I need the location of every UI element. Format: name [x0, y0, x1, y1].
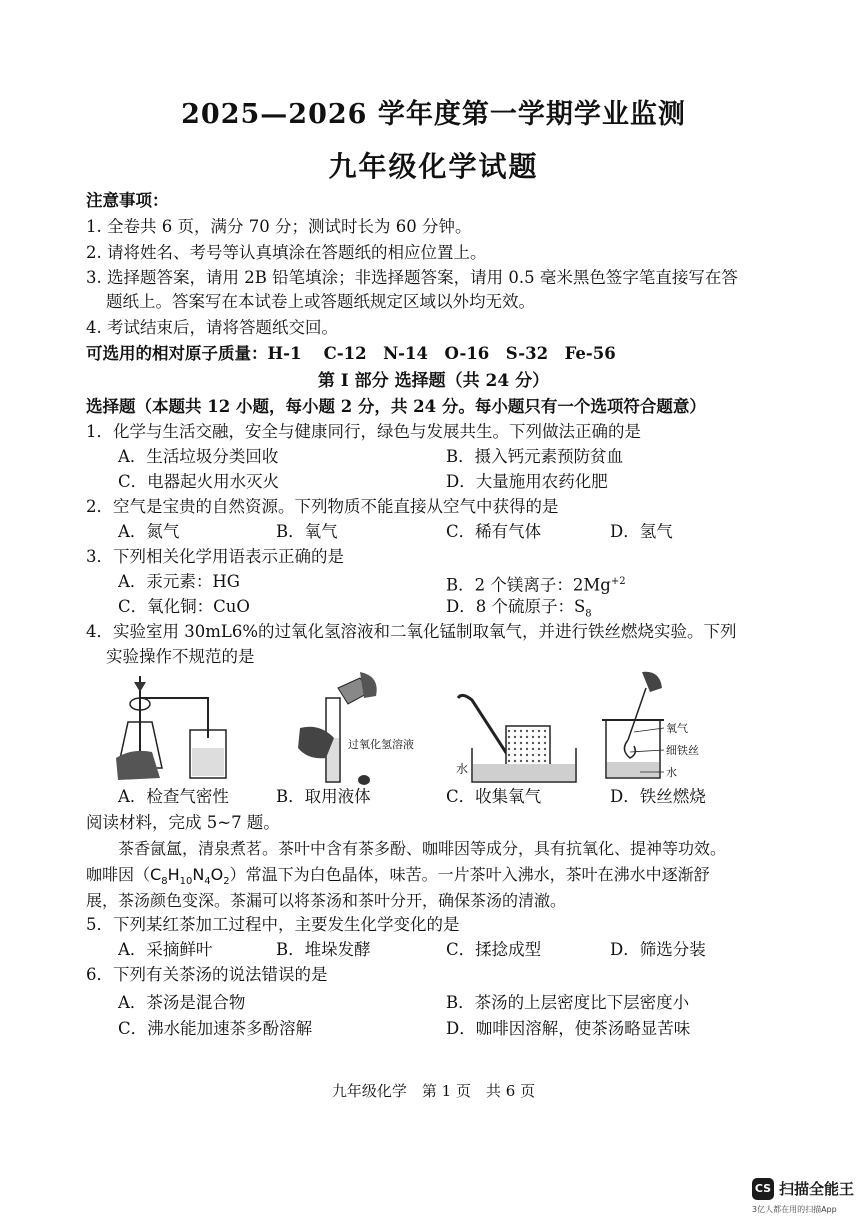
question-stem: 6．下列有关茶汤的说法错误的是 [86, 965, 328, 984]
figure-label: 水 [456, 762, 469, 776]
reading-paragraph: 茶香氤氲，清泉煮茗。茶叶中含有茶多酚、咖啡因等成分，具有抗氧化、提神等功效。 [118, 839, 727, 858]
notice-heading: 注意事项： [86, 191, 169, 210]
notice-item: 4. 考试结束后，请将答题纸交回。 [86, 318, 338, 337]
watermark-tagline: 3亿人都在用的扫描App [752, 1205, 837, 1214]
option-c: C．沸水能加速茶多酚溶解 [118, 1019, 313, 1038]
notice-item: 题纸上。答案写在本试卷上或答题纸规定区域以外均无效。 [106, 292, 535, 311]
exam-title: 2025—2026 学年度第一学期学业监测 [181, 99, 686, 130]
option-c: C．揉捻成型 [446, 940, 542, 959]
scanner-watermark [752, 1176, 862, 1216]
option-d: D．氢气 [610, 522, 673, 541]
option-a: A．检查气密性 [118, 787, 229, 806]
part-instructions: 选择题（本题共 12 小题，每小题 2 分，共 24 分。每小题只有一个选项符合题意） [86, 397, 706, 416]
option-c: C．收集氧气 [446, 787, 542, 806]
option-b: B．茶汤的上层密度比下层密度小 [446, 993, 690, 1012]
option-b: B．2 个镁离子：$2Mg^{+2}$ [446, 575, 626, 595]
figure-label: 水 [666, 766, 677, 779]
figure-collect-oxygen [452, 668, 582, 788]
figure-label: 过氧化氢溶液 [348, 738, 414, 751]
question-stem: 5．下列某红茶加工过程中，主要发生化学变化的是 [86, 915, 460, 934]
option-a: A．采摘鲜叶 [118, 940, 213, 959]
notice-item: 2. 请将姓名、考号等认真填涂在答题纸的相应位置上。 [86, 243, 487, 262]
figure-airtight-check [112, 668, 232, 788]
option-d: D．咖啡因溶解，使茶汤略显苦味 [446, 1019, 691, 1038]
figure-iron-burning [600, 668, 720, 788]
reading-paragraph: 咖啡因$(C_8H_{10}N_4O_2)$常温下为白色晶体，味苦。一片茶叶入沸水，茶叶在沸水中逐渐舒 [86, 865, 710, 888]
question-stem: 1．化学与生活交融，安全与健康同行，绿色与发展共生。下列做法正确的是 [86, 422, 641, 441]
option-b: B．摄入钙元素预防贫血 [446, 447, 624, 466]
option-b: B．氧气 [276, 522, 338, 541]
figure-pour-liquid [290, 668, 430, 788]
option-c: C．电器起火用水灭火 [118, 472, 280, 491]
reading-intro: 阅读材料，完成 5~7 题。 [86, 813, 280, 832]
question-stem: 3．下列相关化学用语表示正确的是 [86, 547, 344, 566]
option-c: C．稀有气体 [446, 522, 542, 541]
question-stem-cont: 实验操作不规范的是 [106, 647, 255, 666]
option-d: D．大量施用农药化肥 [446, 472, 608, 491]
atomic-masses: 可选用的相对原子质量：H-1 C-12 N-14 O-16 S-32 Fe-56 [86, 344, 616, 363]
option-a: A．汞元素：HG [118, 572, 240, 591]
exam-subtitle: 九年级化学试题 [328, 150, 539, 183]
option-b: B．堆垛发酵 [276, 940, 371, 959]
camscanner-icon: CS [752, 1178, 774, 1200]
notice-item: 3. 选择题答案，请用 2B 铅笔填涂；非选择题答案，请用 0.5 毫米黑色签字笔直接写在答 [86, 268, 738, 287]
option-c: C．氧化铜：CuO [118, 597, 250, 616]
option-d: D．筛选分装 [610, 940, 706, 959]
notice-item: 1. 全卷共 6 页，满分 70 分；测试时长为 60 分钟。 [86, 217, 472, 236]
option-d: D．8 个硫原子：$S_8$ [446, 597, 592, 620]
question-stem: 2．空气是宝贵的自然资源。下列物质不能直接从空气中获得的是 [86, 497, 559, 516]
option-d: D．铁丝燃烧 [610, 787, 706, 806]
figure-label: 细铁丝 [666, 744, 699, 757]
reading-paragraph: 展，茶汤颜色变深。茶漏可以将茶汤和茶叶分开，确保茶汤的清澈。 [86, 891, 567, 910]
option-a: A．生活垃圾分类回收 [118, 447, 279, 466]
part-heading: 第 I 部分 选择题（共 24 分） [317, 371, 550, 391]
option-a: A．氮气 [118, 522, 180, 541]
watermark-name: 扫描全能王 [779, 1180, 855, 1198]
page-footer: 九年级化学 第 1 页 共 6 页 [331, 1082, 536, 1100]
question-stem: 4．实验室用 30mL6%的过氧化氢溶液和二氧化锰制取氧气，并进行铁丝燃烧实验。下列 [86, 622, 737, 641]
figure-label: 氧气 [666, 722, 688, 735]
option-b: B．取用液体 [276, 787, 371, 806]
option-a: A．茶汤是混合物 [118, 993, 246, 1012]
